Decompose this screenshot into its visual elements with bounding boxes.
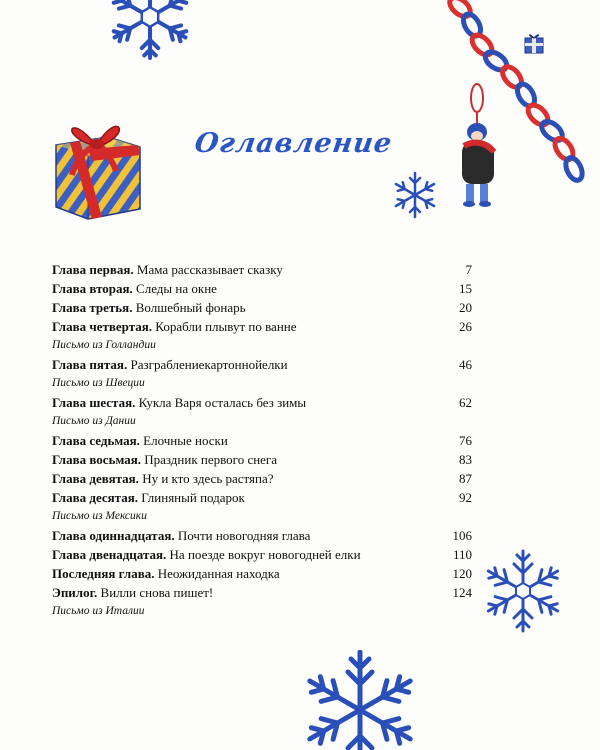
page-number: 7 <box>465 262 472 277</box>
page-number: 62 <box>459 395 472 410</box>
toc-chapter-entry <box>52 317 472 336</box>
letter-title: Письмо из Мексики <box>52 510 147 522</box>
chapter-label: Глава седьмая. <box>52 433 140 448</box>
page-number: 110 <box>452 547 472 562</box>
page-number: 120 <box>452 566 472 581</box>
chapter-label: Эпилог. <box>52 585 98 600</box>
chapter-title: Разграблениекартоннойелки <box>130 357 288 372</box>
snowflake-icon <box>95 0 205 62</box>
toc-letter-entry <box>52 602 472 621</box>
chapter-title: Вилли снова пишет! <box>100 585 214 600</box>
chapter-title: На поезде вокруг новогодней елки <box>169 547 361 562</box>
chapter-title: Волшебный фонарь <box>135 300 246 315</box>
toc-chapter-entry <box>52 355 472 374</box>
letter-title: Письмо из Голландии <box>52 339 156 351</box>
chapter-label: Глава четвертая. <box>52 319 153 334</box>
toc-chapter-entry <box>52 260 472 279</box>
chapter-title: Почти новогодняя глава <box>177 528 311 543</box>
toc-chapter-entry <box>52 298 472 317</box>
small-gift-icon <box>522 30 548 56</box>
snowflake-icon <box>390 170 440 220</box>
toc-chapter-entry <box>52 526 472 545</box>
toc-chapter-entry <box>52 564 472 583</box>
child-ornament-icon <box>440 80 520 220</box>
page-number: 76 <box>459 433 472 448</box>
page-number: 92 <box>459 490 472 505</box>
chapter-title: Глиняный подарок <box>141 490 245 505</box>
toc-chapter-entry <box>52 583 472 602</box>
chapter-title: Мама рассказывает сказку <box>136 262 283 277</box>
page-number: 26 <box>459 319 472 334</box>
chapter-label: Глава девятая. <box>52 471 139 486</box>
toc-chapter-entry <box>52 488 472 507</box>
chapter-label: Глава восьмая. <box>52 452 141 467</box>
page-number: 106 <box>452 528 472 543</box>
chapter-title: Кукла Варя осталась без зимы <box>138 395 307 410</box>
chapter-title: Неожиданная находка <box>157 566 280 581</box>
chapter-title: Елочные носки <box>143 433 228 448</box>
toc-chapter-entry <box>52 545 472 564</box>
toc-chapter-entry <box>52 450 472 469</box>
chapter-label: Глава десятая. <box>52 490 139 505</box>
letter-title: Письмо из Италии <box>52 605 145 617</box>
snowflake-icon <box>480 548 566 634</box>
toc-chapter-entry <box>52 393 472 412</box>
gift-box-icon <box>48 105 148 225</box>
chapter-title: Ну и кто здесь растяпа? <box>142 471 274 486</box>
toc-chapter-entry <box>52 279 472 298</box>
toc-chapter-entry <box>52 431 472 450</box>
table-of-contents <box>52 260 472 621</box>
chapter-label: Последняя глава. <box>52 566 155 581</box>
page-number: 124 <box>452 585 472 600</box>
chapter-label: Глава третья. <box>52 300 133 315</box>
page-title: Оглавление <box>192 128 395 159</box>
chapter-label: Глава одиннадцатая. <box>52 528 175 543</box>
letter-title: Письмо из Швеции <box>52 377 145 389</box>
page-number: 20 <box>459 300 472 315</box>
chapter-label: Глава вторая. <box>52 281 133 296</box>
page-number: 83 <box>459 452 472 467</box>
letter-title: Письмо из Дании <box>52 415 136 427</box>
page-number: 87 <box>459 471 472 486</box>
toc-chapter-entry <box>52 469 472 488</box>
chapter-title: Праздник первого снега <box>144 452 278 467</box>
toc-letter-entry <box>52 374 472 393</box>
chapter-title: Корабли плывут по ванне <box>155 319 297 334</box>
toc-letter-entry <box>52 507 472 526</box>
toc-letter-entry <box>52 336 472 355</box>
chapter-label: Глава шестая. <box>52 395 136 410</box>
page-number: 15 <box>459 281 472 296</box>
chapter-label: Глава первая. <box>52 262 134 277</box>
snowflake-icon <box>280 650 440 750</box>
page-number: 46 <box>459 357 472 372</box>
toc-letter-entry <box>52 412 472 431</box>
chapter-label: Глава пятая. <box>52 357 128 372</box>
chapter-label: Глава двенадцатая. <box>52 547 167 562</box>
chapter-title: Следы на окне <box>136 281 217 296</box>
